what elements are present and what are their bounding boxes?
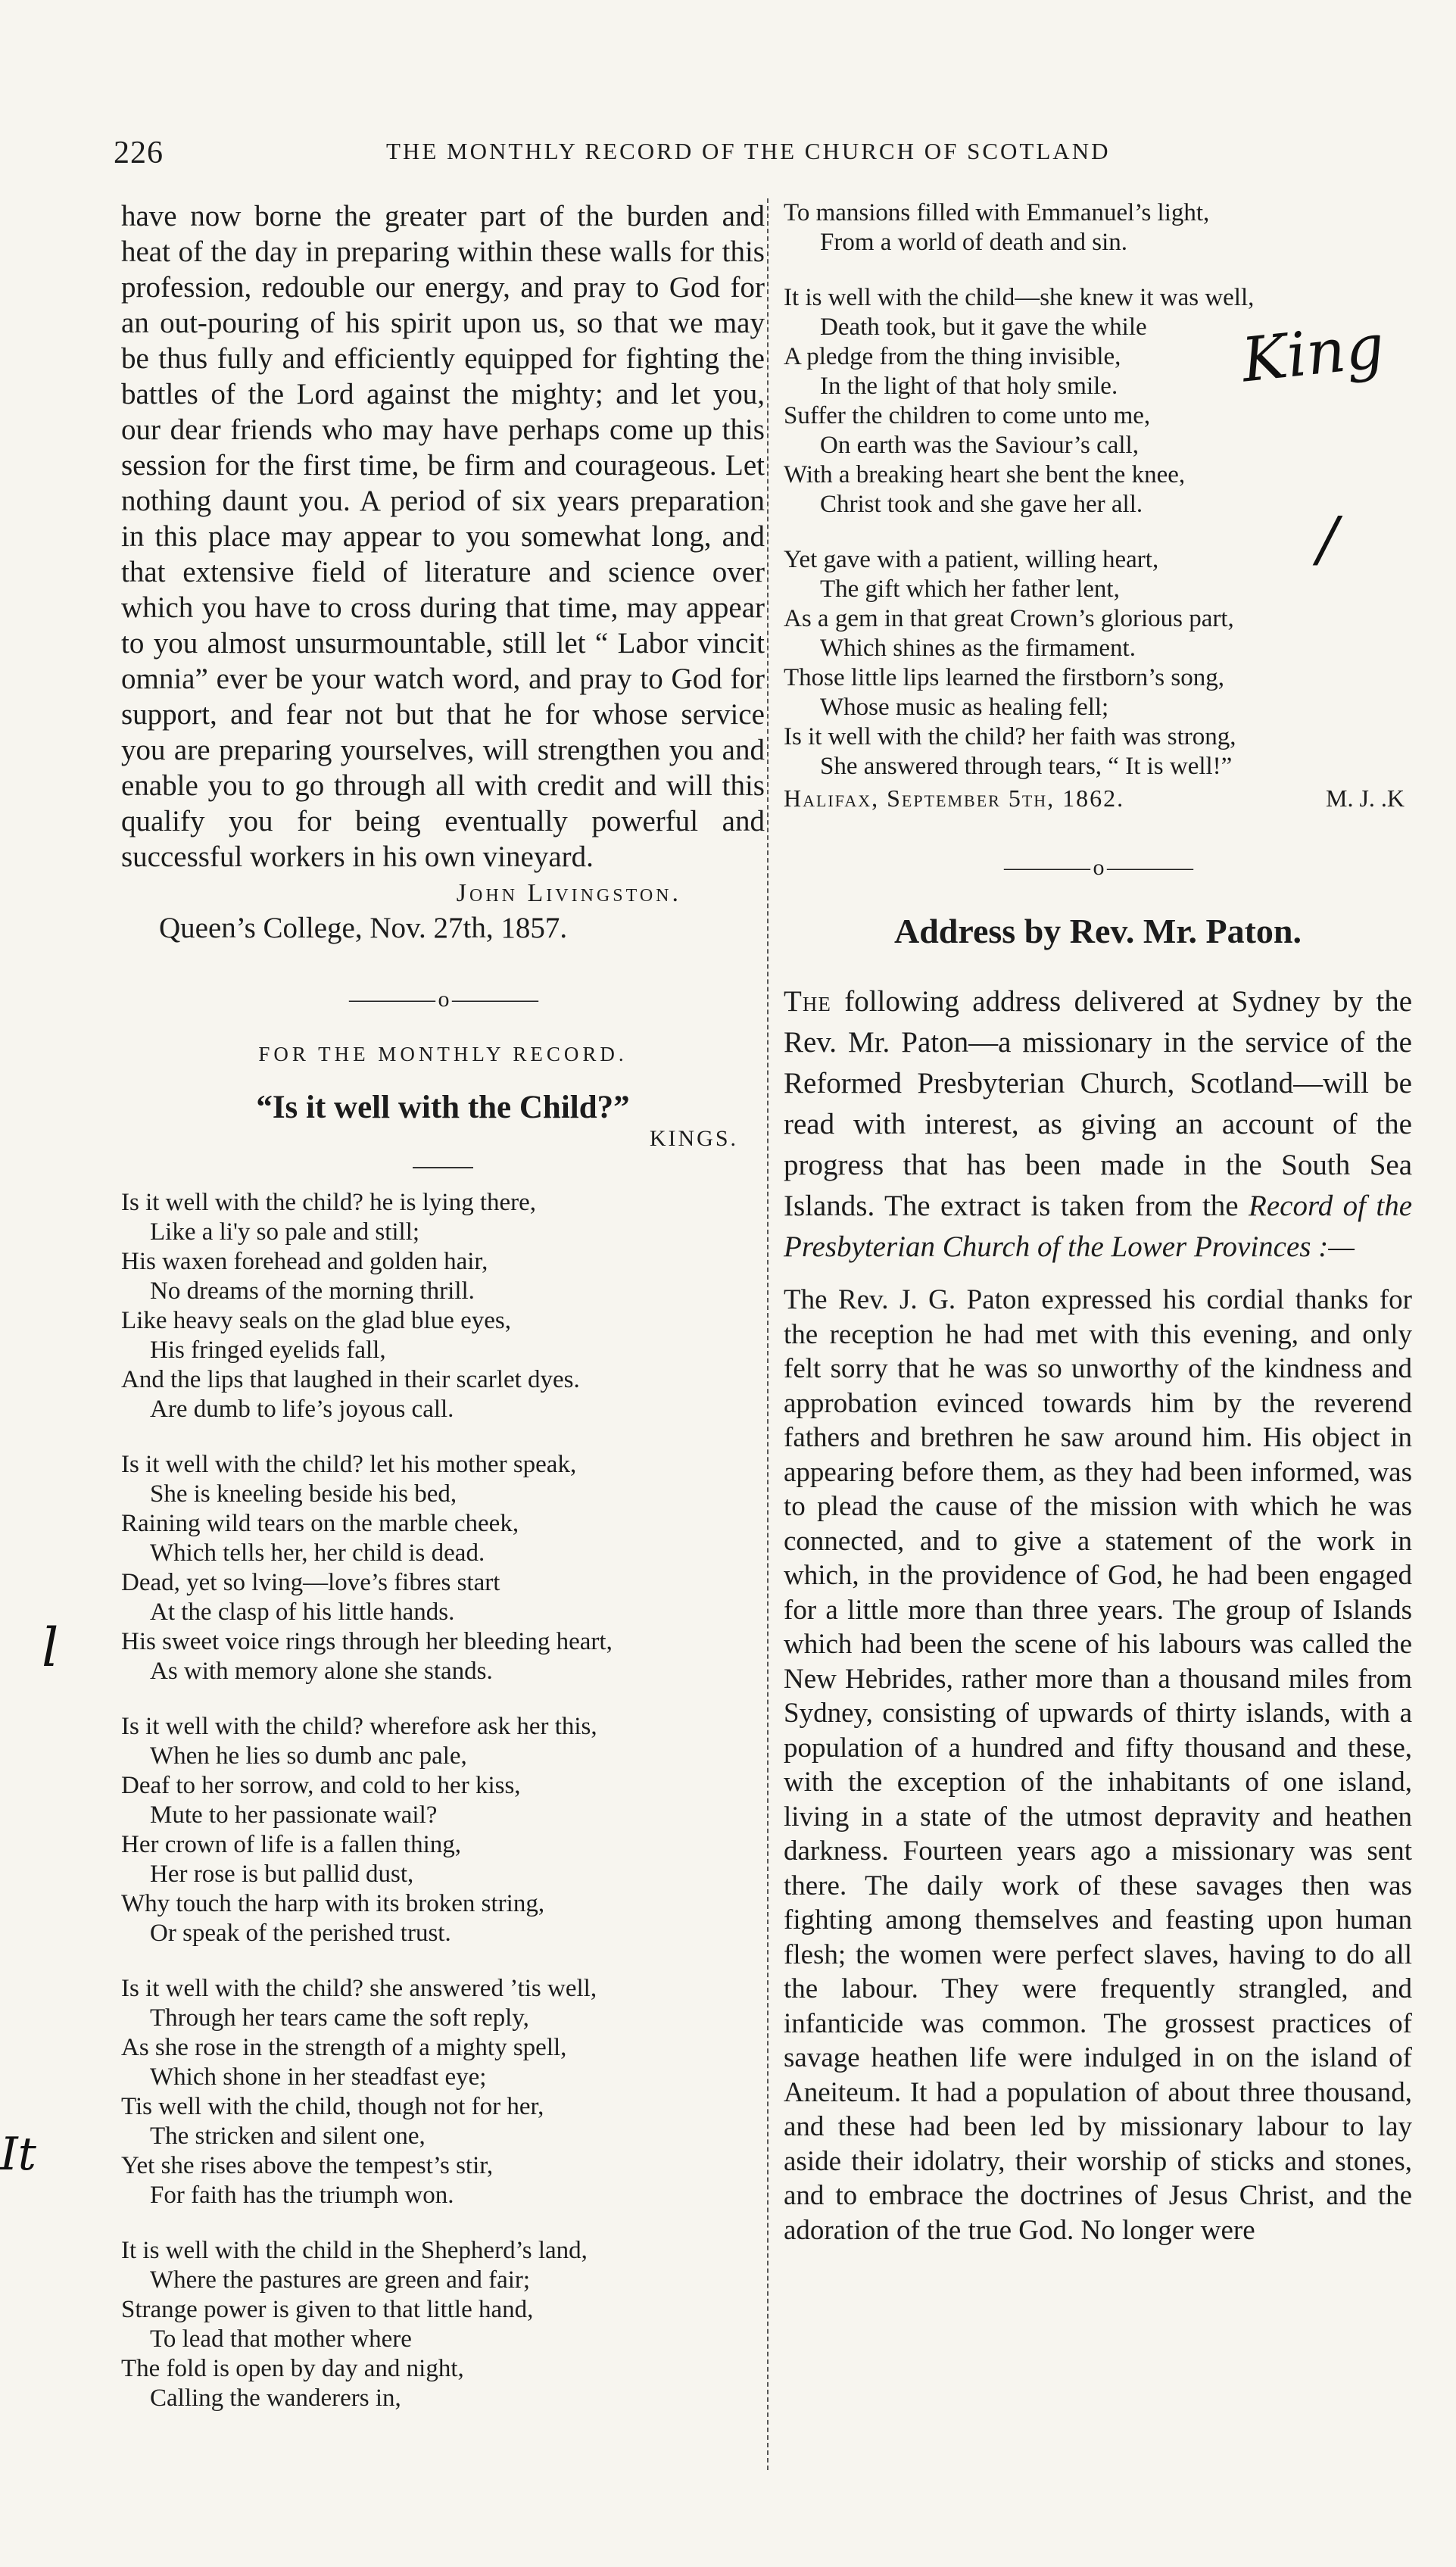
poem-line: Which shines as the firmament. (820, 635, 1136, 662)
poem-continued (784, 198, 1412, 781)
poem-stanza (121, 1974, 765, 2210)
poem-line: Yet gave with a patient, willing heart, (784, 546, 1159, 573)
poem-attribution: KINGS. (649, 1126, 738, 1151)
poem-line: Is it well with the child? her faith was strong, (784, 723, 1236, 750)
poem-line: Which tells her, her child is dead. (150, 1539, 485, 1567)
poem-title: “Is it well with the Child?” (256, 1090, 630, 1125)
poem-stanza (121, 1188, 765, 1424)
dateline-place: Halifax, September 5th, 1862. (784, 784, 1125, 812)
section-separator: ———— o ———— (349, 987, 537, 1012)
poem-line: It is well with the child in the Shepherd’s land, (121, 2237, 588, 2264)
signature-place-date: Queen’s College, Nov. 27th, 1857. (159, 912, 568, 944)
dateline-initials: M. J. .K (1325, 784, 1405, 812)
poem-line: Dead, yet so lving—love’s fibres start (121, 1569, 500, 1596)
poem-line: Which shone in her steadfast eye; (150, 2063, 487, 2091)
handwritten-annotation-king: King (1238, 310, 1388, 396)
poem-line: A pledge from the thing invisible, (784, 343, 1121, 370)
poem-line: Her crown of life is a fallen thing, (121, 1831, 462, 1858)
poem-stanza (784, 545, 1412, 781)
intro-text: following address delivered at Sydney by the Rev. Mr. Paton—a missionary in the service of the Reformed Presbyterian Church, Scotland—will be read with interest, as giving an account of the progress that has been made in the South Sea Islands. The extract is taken from the (784, 985, 1413, 1222)
poem-stanza (121, 1712, 765, 1948)
poem-line: Christ took and she gave her all. (820, 491, 1143, 518)
poem-line: Death took, but it gave the while (820, 313, 1147, 341)
poem-line: Is it well with the child? he is lying there, (121, 1189, 537, 1216)
intro-lead: The (784, 985, 831, 1018)
poem-stanza (784, 198, 1412, 257)
poem-line: Are dumb to life’s joyous call. (150, 1396, 454, 1423)
poem-line: When he lies so dumb anc pale, (150, 1742, 467, 1770)
signature-name: John Livingston. (456, 879, 681, 907)
poem-line: Where the pastures are green and fair; (150, 2266, 531, 2294)
poem-line: Those little lips learned the firstborn’s song, (784, 664, 1224, 691)
poem-line: Through her tears came the soft reply, (150, 2004, 529, 2032)
signature-block (121, 879, 765, 945)
left-column (121, 198, 765, 2439)
poem-line: Whose music as healing fell; (820, 694, 1109, 721)
poem-line: The fold is open by day and night, (121, 2355, 464, 2382)
page-number: 226 (114, 136, 164, 170)
poem-line: Calling the wanderers in, (150, 2385, 401, 2412)
poem-line: To mansions filled with Emmanuel’s light, (784, 199, 1210, 226)
poem-line: Yet she rises above the tempest’s stir, (121, 2152, 494, 2179)
poem-line: His sweet voice rings through her bleeding heart, (121, 1628, 613, 1655)
column-divider (767, 198, 769, 2470)
poem-line: Suffer the children to come unto me, (784, 402, 1151, 429)
poem-line: From a world of death and sin. (820, 229, 1128, 256)
poem-line: As with memory alone she stands. (150, 1658, 493, 1685)
poem-dateline (784, 783, 1412, 813)
title-rule (413, 1167, 473, 1168)
poem-line: In the light of that holy smile. (820, 373, 1118, 400)
poem-line: Tis well with the child, though not for her, (121, 2093, 544, 2120)
poem-line: Why touch the harp with its broken string, (121, 1890, 545, 1917)
poem-stanza (121, 2236, 765, 2413)
poem-line: To lead that mother where (150, 2325, 412, 2353)
poem-line: She answered through tears, “ It is well!” (820, 753, 1233, 780)
poem-line: Like a li'y so pale and still; (150, 1218, 420, 1246)
poem-line: As a gem in that great Crown’s glorious part, (784, 605, 1234, 632)
section-separator: ———— o ———— (1004, 855, 1192, 880)
article-title: Address by Rev. Mr. Paton. (894, 912, 1302, 950)
handwritten-annotation-slash: / (1317, 504, 1338, 574)
poem-line: No dreams of the morning thrill. (150, 1277, 475, 1305)
poem-line: Deaf to her sorrow, and cold to her kiss, (121, 1772, 521, 1799)
poem-line: It is well with the child—she knew it was well, (784, 284, 1255, 311)
poem-line: His fringed eyelids fall, (150, 1337, 386, 1364)
poem-line: Is it well with the child? she answered ’tis well, (121, 1975, 597, 2002)
closing-address-text: have now borne the greater part of the burden and heat of the day in preparing within these walls for this profession, redouble our energy, and pray to God for an out-pouring of his spirit upon us, so that we may be thus fully and efficiently equipped for fighting the battles of the Lord against the mighty; and let you, our dear friends who may have perhaps come up this session for the first time, be firm and courageous. Let nothing daunt you. A period of six years preparation in this place may appear to you somewhat long, and that extensive field of literature and science over which you have to cross during that time, may appear to you almost unsurmountable, still let “ Labor vincit omnia” ever be your watch word, and pray to God for support, and fear not but that he for whose service you are preparing yourselves, will strengthen you and enable you to go through all with credit and will this qualify you for being eventually powerful and successful workers in his own vineyard. (121, 200, 765, 873)
poem-line: Her rose is but pallid dust, (150, 1861, 414, 1888)
poem-line: Or speak of the perished trust. (150, 1920, 451, 1947)
poem-line: Is it well with the child? let his mother speak, (121, 1451, 577, 1478)
page-header (114, 135, 1370, 180)
poem-line: Raining wild tears on the marble cheek, (121, 1510, 519, 1537)
poem-line: As she rose in the strength of a mighty spell, (121, 2034, 567, 2061)
handwritten-annotation-l: l (42, 1617, 59, 1679)
poem-left (121, 1188, 765, 2413)
poem-line: And the lips that laughed in their scarlet dyes. (121, 1366, 580, 1393)
poem-line: With a breaking heart she bent the knee, (784, 461, 1186, 488)
poem-line: She is kneeling beside his bed, (150, 1480, 457, 1508)
poem-line: Like heavy seals on the glad blue eyes, (121, 1307, 511, 1334)
poem-line: Is it well with the child? wherefore ask her this, (121, 1713, 597, 1740)
poem-line: The gift which her father lent, (820, 575, 1120, 603)
article-intro (784, 981, 1412, 1268)
poem-line: Strange power is given to that little hand, (121, 2296, 534, 2323)
handwritten-annotation-it: It (0, 2128, 36, 2181)
poem-line: At the clasp of his little hands. (150, 1599, 455, 1626)
poem-line: The stricken and silent one, (150, 2123, 426, 2150)
intro-source: Record of the Presbyterian Church of the Lower Provinces :— (784, 1190, 1412, 1263)
poem-line: Mute to her passionate wail? (150, 1801, 438, 1829)
running-title: THE MONTHLY RECORD OF THE CHURCH OF SCOTLAND (386, 138, 1111, 164)
poem-stanza (121, 1450, 765, 1686)
poem-line: For faith has the triumph won. (150, 2182, 454, 2209)
poem-kicker: FOR THE MONTHLY RECORD. (258, 1043, 628, 1065)
article-body: The Rev. J. G. Paton expressed his cordial thanks for the reception he had met with this evening, and only felt sorry that he was so unworthy of the kindness and approbation evinced towards him by the reverend fathers and brethren he saw around him. His object in appearing before them, as they had been informed, was to plead the cause of the mission with which he was connected, and to give a statement of the work in which, in the providence of God, he had been engaged for a little more than three years. The group of Islands which had been the scene of his labours was called the New Hebrides, rather more than a thousand miles from Sydney, consisting of upwards of thirty islands, with a population of a hundred and fifty thousand and these, with the exception of the inhabitants of one island, living in a state of the utmost depravity and heathen darkness. Fourteen years ago a missionary was sent there. The daily work of these savages then was fighting among themselves and feasting upon human flesh; the women were perfect slaves, having to do all the labour. They were frequently strangled, and infanticide was common. The grossest practices of savage heathen life were indulged in on the island of Aneiteum. It had a population of about three thousand, and these had been led by missionary labour to lay aside their idolatry, their worship of sticks and stones, and to embrace the doctrines of Jesus Christ, and the adoration of the true God. No longer were (784, 1284, 1412, 2246)
poem-line: On earth was the Saviour’s call, (820, 432, 1139, 459)
poem-line: His waxen forehead and golden hair, (121, 1248, 488, 1275)
